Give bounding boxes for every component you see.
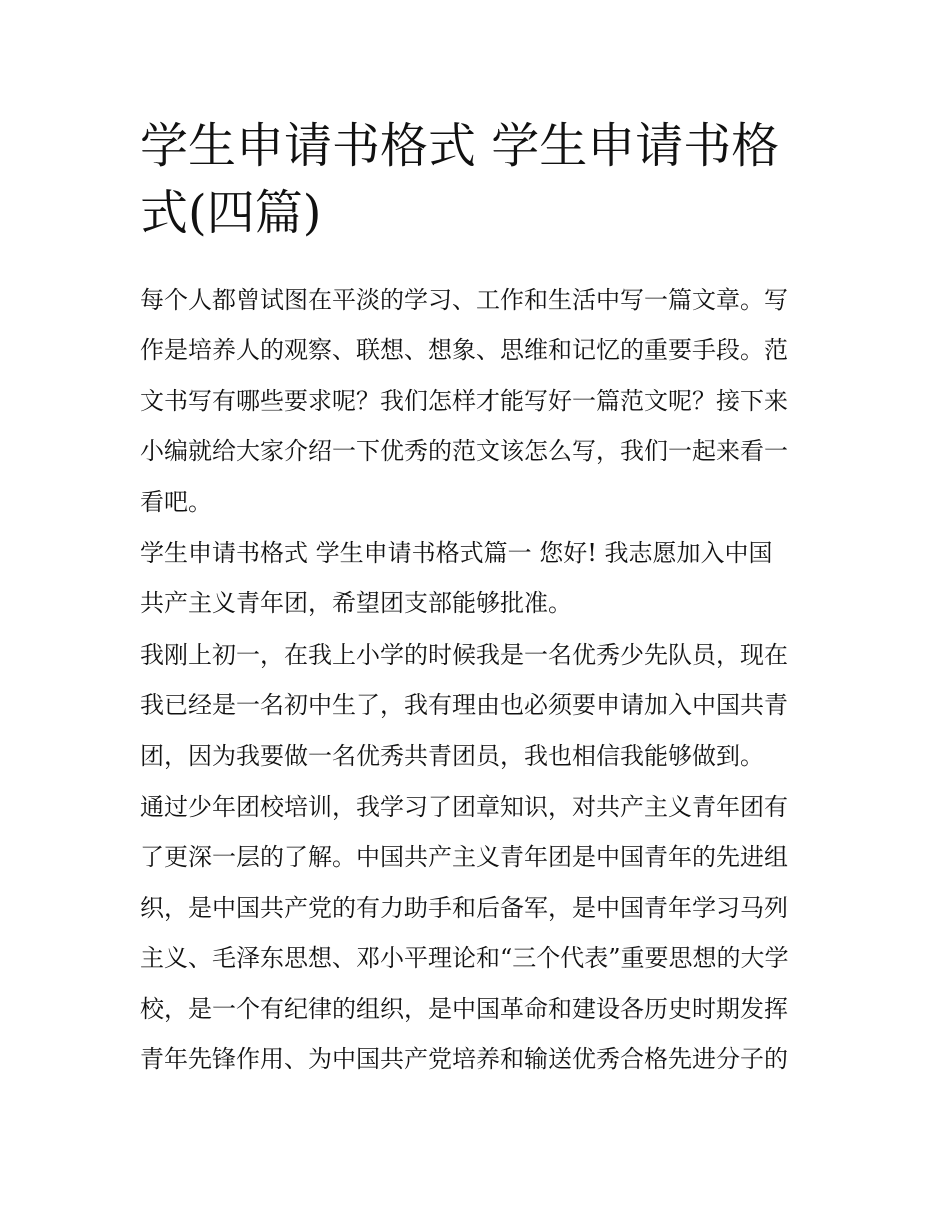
document-title bbox=[140, 113, 820, 247]
text-line: 通过少年团校培训，我学习了团章知识，对共产主义青年团有 bbox=[140, 793, 788, 821]
text-line: 小编就给大家介绍一下优秀的范文该怎么写，我们一起来看一 bbox=[140, 437, 788, 465]
text-line: 青年先锋作用、为中国共产党培养和输送优秀合格先进分子的 bbox=[140, 1045, 788, 1073]
text-line: 每个人都曾试图在平淡的学习、工作和生活中写一篇文章。写 bbox=[140, 286, 788, 314]
text-line: 我刚上初一，在我上小学的时候我是一名优秀少先队员，现在 bbox=[140, 641, 788, 669]
text-line: 我已经是一名初中生了，我有理由也必须要申请加入中国共青 bbox=[140, 691, 788, 719]
text-line: 学生申请书格式 学生申请书格式篇一 您好! 我志愿加入中国 bbox=[140, 539, 773, 567]
text-line: 共产主义青年团，希望团支部能够批准。 bbox=[140, 589, 572, 617]
title-line-2: 式(四篇) bbox=[140, 185, 322, 241]
text-line: 主义、毛泽东思想、邓小平理论和“三个代表”重要思想的大学 bbox=[140, 944, 789, 972]
text-line: 文书写有哪些要求呢？我们怎样才能写好一篇范文呢？接下来 bbox=[140, 387, 788, 415]
text-line: 团，因为我要做一名优秀共青团员，我也相信我能够做到。 bbox=[140, 742, 764, 770]
title-line-1: 学生申请书格式 学生申请书格 bbox=[140, 118, 780, 174]
text-line: 看吧。 bbox=[140, 488, 212, 516]
text-line: 作是培养人的观察、联想、想象、思维和记忆的重要手段。范 bbox=[140, 336, 788, 364]
text-line: 了更深一层的了解。中国共产主义青年团是中国青年的先进组 bbox=[140, 843, 788, 871]
text-line: 校，是一个有纪律的组织，是中国革命和建设各历史时期发挥 bbox=[140, 995, 788, 1023]
text-line: 织，是中国共产党的有力助手和后备军，是中国青年学习马列 bbox=[140, 894, 788, 922]
